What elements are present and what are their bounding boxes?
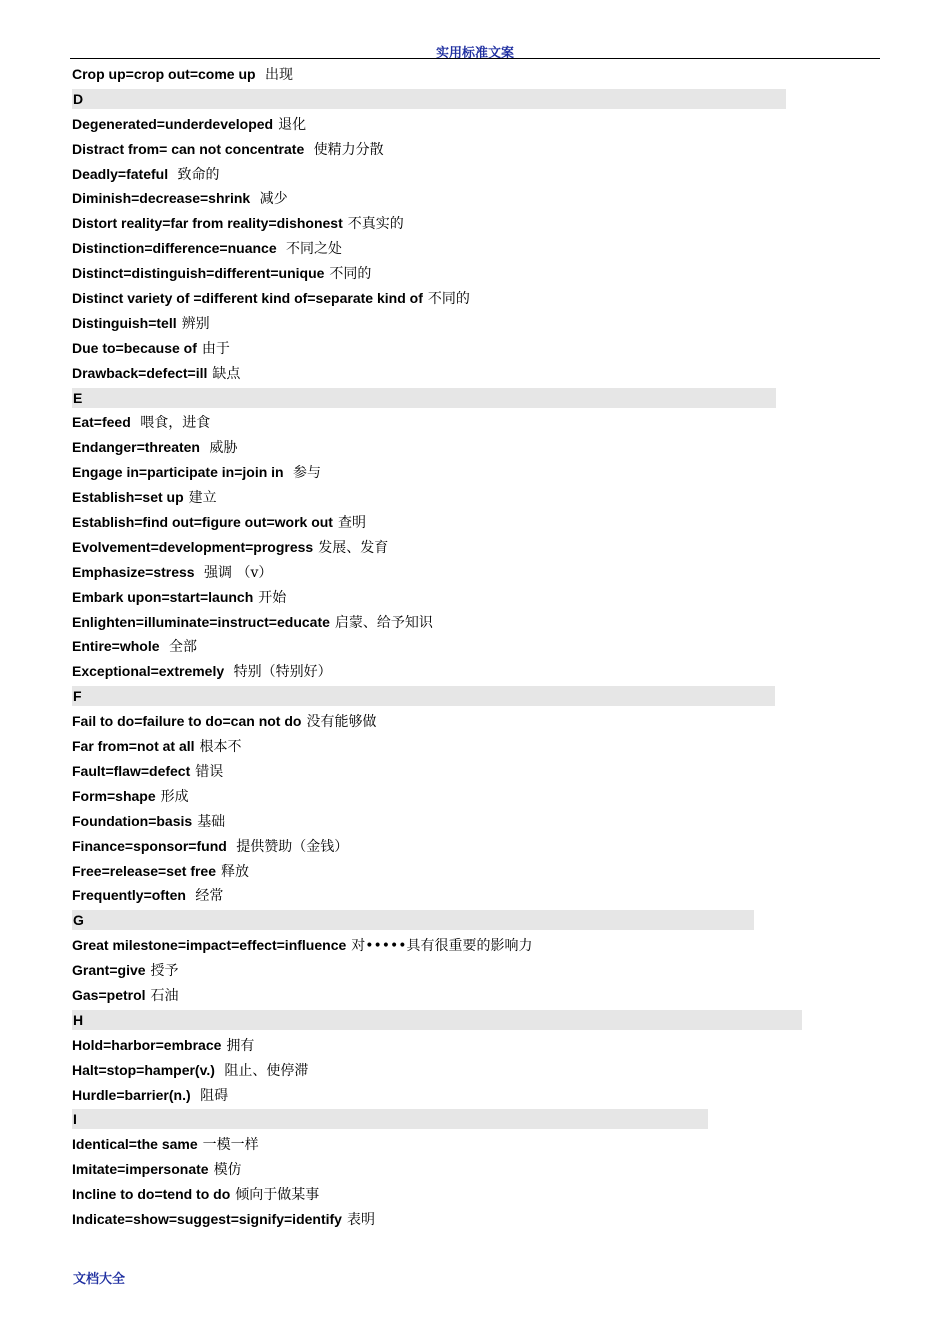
english-synonyms: Distinction=difference=nuance bbox=[72, 240, 277, 257]
vocab-entry bbox=[72, 809, 832, 834]
vocab-entry bbox=[72, 1033, 832, 1058]
vocab-entry bbox=[72, 560, 832, 585]
english-synonyms: Hurdle=barrier(n.) bbox=[72, 1086, 191, 1103]
chinese-meaning: 对•••••具有很重要的影响力 bbox=[351, 938, 533, 955]
section-letter: G bbox=[73, 912, 84, 929]
vocab-entry bbox=[72, 784, 832, 809]
chinese-meaning: 倾向于做某事 bbox=[235, 1187, 320, 1204]
chinese-meaning: 开始 bbox=[258, 589, 287, 606]
vocab-entry bbox=[72, 361, 832, 386]
vocab-entry bbox=[72, 460, 832, 485]
vocab-entry bbox=[72, 535, 832, 560]
english-synonyms: Incline to do=tend to do bbox=[72, 1186, 231, 1203]
english-synonyms: Entire=whole bbox=[72, 638, 160, 655]
english-synonyms: Emphasize=stress bbox=[72, 563, 195, 580]
chinese-meaning: 根本不 bbox=[199, 739, 242, 756]
vocab-entry bbox=[72, 933, 832, 958]
chinese-meaning: 阻碍 bbox=[195, 1087, 229, 1104]
page-footer-text: 文档大全 bbox=[73, 1272, 126, 1287]
chinese-meaning: 形成 bbox=[160, 788, 189, 805]
english-synonyms: Drawback=defect=ill bbox=[72, 364, 208, 381]
vocab-entry bbox=[72, 510, 832, 535]
section-shading bbox=[72, 1010, 802, 1030]
english-synonyms: Embark upon=start=launch bbox=[72, 588, 254, 605]
vocab-entry bbox=[72, 435, 832, 460]
vocab-entry bbox=[72, 112, 832, 137]
vocab-entry bbox=[72, 162, 832, 187]
vocab-entry bbox=[72, 1132, 832, 1157]
vocabulary-list bbox=[72, 62, 832, 1232]
english-synonyms: Establish=set up bbox=[72, 489, 184, 506]
chinese-meaning: 参与 bbox=[288, 465, 322, 482]
chinese-meaning: 模仿 bbox=[213, 1162, 242, 1179]
chinese-meaning: 基础 bbox=[197, 813, 226, 830]
section-header-d bbox=[72, 87, 832, 112]
chinese-meaning: 使精力分散 bbox=[309, 141, 384, 158]
section-header-f bbox=[72, 684, 832, 709]
english-synonyms: Distort reality=far from reality=dishonest bbox=[72, 215, 343, 232]
english-synonyms: Frequently=often bbox=[72, 887, 186, 904]
section-letter: F bbox=[73, 688, 82, 705]
chinese-meaning: 查明 bbox=[337, 515, 366, 532]
chinese-meaning: 退化 bbox=[278, 116, 307, 133]
chinese-meaning: 授予 bbox=[150, 963, 179, 980]
chinese-meaning: 强调 （v） bbox=[199, 564, 273, 581]
vocab-entry bbox=[72, 585, 832, 610]
chinese-meaning: 表明 bbox=[346, 1211, 375, 1228]
chinese-meaning: 释放 bbox=[221, 863, 249, 880]
vocab-entry bbox=[72, 410, 832, 435]
english-synonyms: Deadly=fateful bbox=[72, 165, 169, 182]
english-synonyms: Distinguish=tell bbox=[72, 314, 177, 331]
section-shading bbox=[72, 686, 775, 706]
english-synonyms: Distract from= can not concentrate bbox=[72, 140, 305, 157]
english-synonyms: Great milestone=impact=effect=influence bbox=[72, 937, 347, 954]
vocab-entry bbox=[72, 336, 832, 361]
vocab-entry bbox=[72, 983, 832, 1008]
section-header-g bbox=[72, 908, 832, 933]
chinese-meaning: 提供赞助（金钱） bbox=[231, 838, 349, 855]
vocab-entry bbox=[72, 734, 832, 759]
section-shading bbox=[72, 910, 754, 930]
english-synonyms: Degenerated=underdeveloped bbox=[72, 115, 274, 132]
vocab-entry bbox=[72, 485, 832, 510]
chinese-meaning: 出现 bbox=[260, 67, 294, 83]
chinese-meaning: 拥有 bbox=[226, 1037, 255, 1054]
english-synonyms: Form=shape bbox=[72, 787, 156, 804]
vocab-entry bbox=[72, 1083, 832, 1108]
section-shading bbox=[72, 388, 776, 408]
english-synonyms: Gas=petrol bbox=[72, 986, 146, 1003]
chinese-meaning: 经常 bbox=[190, 888, 224, 905]
chinese-meaning: 喂食，进食 bbox=[135, 415, 211, 432]
chinese-meaning: 一模一样 bbox=[202, 1137, 259, 1154]
vocab-entry bbox=[72, 958, 832, 983]
chinese-meaning: 减少 bbox=[255, 191, 288, 208]
english-synonyms: Imitate=impersonate bbox=[72, 1161, 209, 1178]
english-synonyms: Exceptional=extremely bbox=[72, 663, 225, 680]
chinese-meaning: 不同的 bbox=[427, 291, 470, 308]
section-shading bbox=[72, 89, 786, 109]
chinese-meaning: 发展、发育 bbox=[318, 539, 389, 556]
english-synonyms: Crop up=crop out=come up bbox=[72, 66, 256, 82]
section-letter: H bbox=[73, 1011, 84, 1028]
english-synonyms: Evolvement=development=progress bbox=[72, 538, 314, 555]
english-synonyms: Grant=give bbox=[72, 962, 146, 979]
vocab-entry bbox=[72, 186, 832, 211]
vocab-entry bbox=[72, 1157, 832, 1182]
chinese-meaning: 错误 bbox=[195, 763, 224, 780]
english-synonyms: Foundation=basis bbox=[72, 812, 193, 829]
section-letter: D bbox=[73, 90, 84, 107]
page-header-title: 实用标准文案 bbox=[435, 46, 514, 61]
vocab-entry bbox=[72, 1207, 832, 1232]
vocab-entry bbox=[72, 311, 832, 336]
chinese-meaning: 不真实的 bbox=[347, 216, 404, 233]
vocab-entry bbox=[72, 286, 832, 311]
chinese-meaning: 辨别 bbox=[181, 315, 210, 332]
chinese-meaning: 威胁 bbox=[204, 440, 238, 457]
section-shading bbox=[72, 1109, 708, 1129]
vocab-entry bbox=[72, 659, 832, 684]
english-synonyms: Endanger=threaten bbox=[72, 439, 200, 456]
chinese-meaning: 建立 bbox=[188, 490, 217, 507]
section-letter: I bbox=[73, 1111, 77, 1128]
english-synonyms: Due to=because of bbox=[72, 339, 197, 356]
english-synonyms: Far from=not at all bbox=[72, 738, 195, 755]
chinese-meaning: 石油 bbox=[150, 987, 179, 1004]
section-header-e bbox=[72, 386, 832, 411]
chinese-meaning: 特别（特别好） bbox=[229, 664, 332, 681]
english-synonyms: Engage in=participate in=join in bbox=[72, 464, 284, 481]
header-divider bbox=[70, 58, 880, 59]
vocab-entry bbox=[72, 610, 832, 635]
english-synonyms: Finance=sponsor=fund bbox=[72, 837, 227, 854]
chinese-meaning: 由于 bbox=[201, 340, 230, 357]
english-synonyms: Establish=find out=figure out=work out bbox=[72, 514, 333, 531]
chinese-meaning: 不同之处 bbox=[281, 241, 343, 258]
english-synonyms: Free=release=set free bbox=[72, 862, 216, 879]
english-synonyms: Diminish=decrease=shrink bbox=[72, 190, 251, 207]
vocab-entry bbox=[72, 1182, 832, 1207]
english-synonyms: Eat=feed bbox=[72, 414, 131, 431]
english-synonyms: Halt=stop=hamper(v.) bbox=[72, 1061, 215, 1078]
chinese-meaning: 缺点 bbox=[212, 365, 241, 382]
section-letter: E bbox=[73, 389, 83, 406]
english-synonyms: Fault=flaw=defect bbox=[72, 762, 191, 779]
vocab-entry bbox=[72, 883, 832, 908]
vocab-entry bbox=[72, 211, 832, 236]
english-synonyms: Enlighten=illuminate=instruct=educate bbox=[72, 613, 330, 630]
vocab-entry bbox=[72, 709, 832, 734]
chinese-meaning: 启蒙、给予知识 bbox=[334, 614, 433, 631]
chinese-meaning: 没有能够做 bbox=[306, 714, 377, 731]
vocab-entry bbox=[72, 834, 832, 859]
vocab-entry bbox=[72, 859, 832, 884]
chinese-meaning: 阻止、使停滞 bbox=[219, 1062, 309, 1079]
section-header-i bbox=[72, 1107, 832, 1132]
section-header-h bbox=[72, 1008, 832, 1033]
english-synonyms: Hold=harbor=embrace bbox=[72, 1036, 222, 1053]
vocab-entry bbox=[72, 261, 832, 286]
vocab-entry bbox=[72, 634, 832, 659]
vocab-entry bbox=[72, 137, 832, 162]
english-synonyms: Distinct variety of =different kind of=separate kind of bbox=[72, 290, 423, 307]
vocab-entry bbox=[72, 759, 832, 784]
vocab-entry bbox=[72, 62, 832, 87]
chinese-meaning: 全部 bbox=[164, 639, 197, 656]
english-synonyms: Fail to do=failure to do=can not do bbox=[72, 713, 302, 730]
vocab-entry bbox=[72, 1058, 832, 1083]
english-synonyms: Indicate=show=suggest=signify=identify bbox=[72, 1210, 342, 1227]
chinese-meaning: 致命的 bbox=[173, 166, 220, 183]
english-synonyms: Distinct=distinguish=different=unique bbox=[72, 265, 325, 282]
chinese-meaning: 不同的 bbox=[329, 266, 372, 283]
english-synonyms: Identical=the same bbox=[72, 1136, 198, 1153]
vocab-entry bbox=[72, 236, 832, 261]
